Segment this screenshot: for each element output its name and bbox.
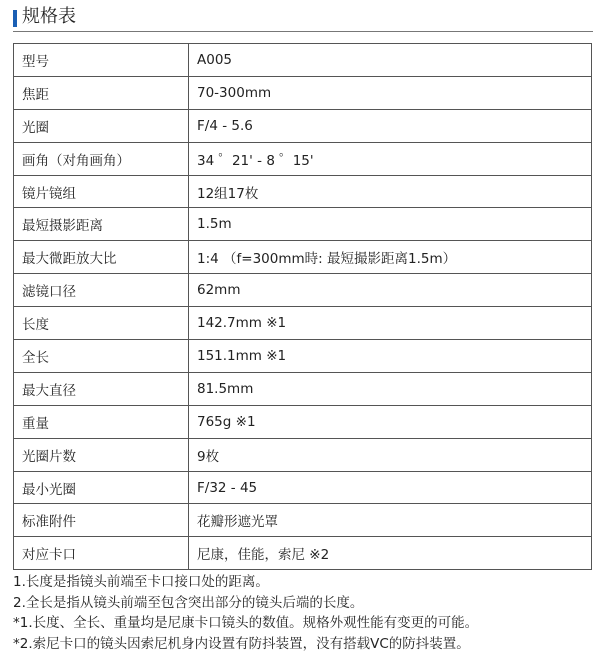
spec-label: 画角（对角画角） xyxy=(14,142,189,175)
spec-value: 尼康，佳能，索尼 ※2 xyxy=(189,537,592,570)
spec-label: 重量 xyxy=(14,405,189,438)
table-row xyxy=(14,109,592,142)
table-row xyxy=(14,471,592,504)
table-row xyxy=(14,241,592,274)
spec-value: 765g ※1 xyxy=(189,405,592,438)
section-header xyxy=(13,6,593,32)
spec-label: 型号 xyxy=(14,44,189,77)
footnotes xyxy=(13,572,478,654)
table-row xyxy=(14,44,592,77)
spec-label: 长度 xyxy=(14,307,189,340)
table-row xyxy=(14,76,592,109)
spec-value: F/4 - 5.6 xyxy=(189,109,592,142)
table-row xyxy=(14,537,592,570)
spec-value: 12组17枚 xyxy=(189,175,592,208)
spec-value: 1:4 （f=300mm時: 最短撮影距离1.5m） xyxy=(189,241,592,274)
spec-value: F/32 - 45 xyxy=(189,471,592,504)
spec-value: 142.7mm ※1 xyxy=(189,307,592,340)
footnote: *1.长度、全长、重量均是尼康卡口镜头的数值。规格外观性能有变更的可能。 xyxy=(13,615,479,631)
table-row xyxy=(14,274,592,307)
table-row xyxy=(14,504,592,537)
footnote: 1.长度是指镜头前端至卡口接口处的距离。 xyxy=(13,574,269,590)
table-row xyxy=(14,372,592,405)
spec-label: 镜片镜组 xyxy=(14,175,189,208)
page-title: 规格表 xyxy=(22,6,76,27)
footnote: *2.索尼卡口的镜头因索尼机身内设置有防抖装置，没有搭载VC的防抖装置。 xyxy=(13,635,470,652)
table-row xyxy=(14,175,592,208)
table-row xyxy=(14,142,592,175)
table-row xyxy=(14,307,592,340)
spec-value: A005 xyxy=(189,44,592,77)
spec-value: 34 ゜21' - 8 ゜15' xyxy=(189,142,592,175)
table-row xyxy=(14,340,592,373)
spec-label: 光圈 xyxy=(14,109,189,142)
table-row xyxy=(14,438,592,471)
spec-label: 光圈片数 xyxy=(14,438,189,471)
spec-label: 滤镜口径 xyxy=(14,274,189,307)
spec-table xyxy=(13,43,592,570)
spec-label: 全长 xyxy=(14,340,189,373)
spec-value: 81.5mm xyxy=(189,372,592,405)
spec-label: 最短摄影距离 xyxy=(14,208,189,241)
spec-label: 对应卡口 xyxy=(14,537,189,570)
spec-value: 62mm xyxy=(189,274,592,307)
spec-value: 花瓣形遮光罩 xyxy=(189,504,592,537)
footnote: 2.全长是指从镜头前端至包含突出部分的镜头后端的长度。 xyxy=(13,594,364,611)
spec-value: 1.5m xyxy=(189,208,592,241)
table-row xyxy=(14,208,592,241)
spec-label: 标准附件 xyxy=(14,504,189,537)
spec-value: 9枚 xyxy=(189,438,592,471)
table-row xyxy=(14,405,592,438)
title-accent-bar xyxy=(13,10,17,27)
spec-label: 最大微距放大比 xyxy=(14,241,189,274)
spec-label: 焦距 xyxy=(14,76,189,109)
spec-value: 151.1mm ※1 xyxy=(189,340,592,373)
spec-value: 70-300mm xyxy=(189,76,592,109)
spec-label: 最小光圈 xyxy=(14,471,189,504)
spec-label: 最大直径 xyxy=(14,372,189,405)
